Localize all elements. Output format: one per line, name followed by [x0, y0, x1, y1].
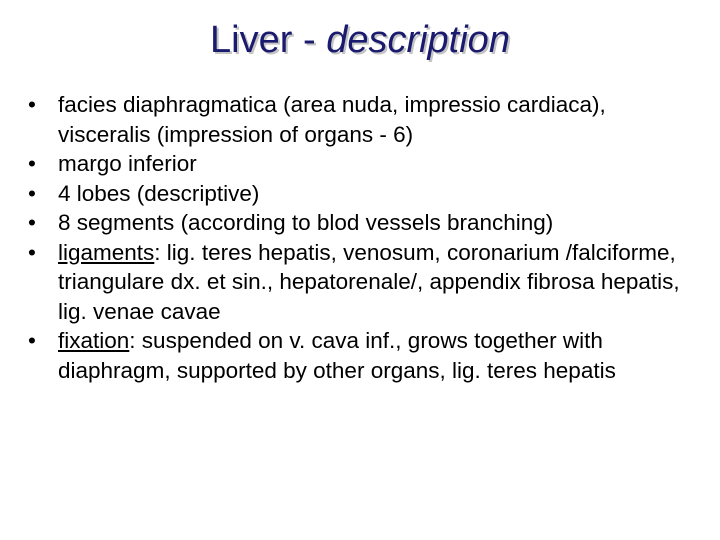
bullet-text: margo inferior	[58, 151, 197, 176]
bullet-text: : suspended on v. cava inf., grows together with diaphragm, supported by other organs, lig. teres hepatis	[58, 328, 616, 383]
bullet-icon: •	[28, 92, 36, 117]
bullet-icon: •	[28, 180, 36, 206]
bullet-item	[28, 90, 698, 149]
title-italic: description	[326, 19, 510, 61]
bullet-item	[28, 238, 698, 327]
slide-title	[0, 14, 720, 66]
bullet-icon: •	[28, 210, 36, 235]
bullet-lead-term: ligaments	[58, 239, 155, 265]
bullet-text: facies diaphragmatica (area nuda, impressio cardiaca), visceralis (impression of organs - 6)	[58, 92, 606, 147]
bullet-text: 4 lobes (descriptive)	[58, 180, 260, 206]
bullet-item	[28, 149, 698, 179]
bullet-item	[28, 326, 698, 385]
bullet-lead-term: fixation	[58, 328, 130, 353]
bullet-text: 8 segments (according to blod vessels branching)	[58, 210, 554, 235]
bullet-icon: •	[28, 239, 36, 265]
title-main: Liver -	[210, 19, 327, 61]
bullet-icon: •	[28, 328, 36, 353]
bullet-item	[28, 208, 698, 238]
bullet-text: : lig. teres hepatis, venosum, coronarium /falciforme, triangulare dx. et sin., hepatorenale/, appendix fibrosa hepatis, lig. venae cavae	[58, 239, 680, 324]
bullet-icon: •	[28, 151, 36, 176]
bullet-list	[28, 90, 698, 385]
bullet-item	[28, 179, 698, 209]
